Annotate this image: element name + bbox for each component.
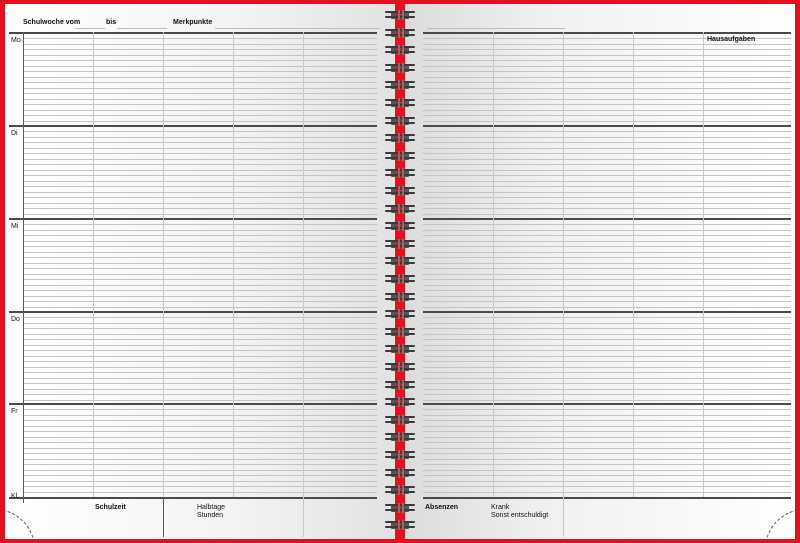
writing-line xyxy=(423,350,791,351)
writing-line xyxy=(23,88,377,89)
writing-line xyxy=(23,372,377,373)
day-divider-line xyxy=(423,218,791,220)
day-divider-line xyxy=(9,218,377,220)
writing-line xyxy=(423,263,791,264)
writing-line xyxy=(423,131,791,132)
writing-line xyxy=(23,49,377,50)
writing-line xyxy=(23,415,377,416)
column-divider xyxy=(563,32,564,497)
writing-line xyxy=(23,93,377,94)
writing-line xyxy=(423,77,791,78)
spiral-binding xyxy=(381,0,419,543)
spiral-ring-icon xyxy=(385,221,415,231)
writing-line xyxy=(423,431,791,432)
writing-line xyxy=(23,389,377,390)
writing-line xyxy=(23,296,377,297)
day-divider-line xyxy=(423,403,791,405)
right-header-line xyxy=(427,28,565,29)
date-to-line xyxy=(117,28,167,29)
day-divider-line xyxy=(9,32,377,34)
spiral-ring-icon xyxy=(385,63,415,73)
writing-line xyxy=(23,110,377,111)
writing-line xyxy=(23,378,377,379)
left-page xyxy=(5,4,395,539)
spiral-ring-icon xyxy=(385,45,415,55)
writing-line xyxy=(423,44,791,45)
writing-line xyxy=(23,307,377,308)
column-divider xyxy=(233,32,234,497)
writing-line xyxy=(423,235,791,236)
column-divider xyxy=(633,32,634,497)
corner-tab-right xyxy=(765,509,795,539)
spiral-ring-icon xyxy=(385,397,415,407)
writing-line xyxy=(423,345,791,346)
writing-line xyxy=(23,241,377,242)
writing-line xyxy=(23,197,377,198)
spiral-ring-icon xyxy=(385,450,415,460)
writing-line xyxy=(23,345,377,346)
writing-line xyxy=(23,453,377,454)
spiral-ring-icon xyxy=(385,186,415,196)
day-divider-line xyxy=(9,403,377,405)
writing-line xyxy=(23,394,377,395)
writing-line xyxy=(423,82,791,83)
footer-column-line xyxy=(563,497,564,537)
footer-divider-line xyxy=(9,497,377,499)
writing-line xyxy=(23,431,377,432)
writing-line xyxy=(423,426,791,427)
day-label-fr: Fr xyxy=(11,408,18,415)
corner-tab-left xyxy=(5,509,35,539)
writing-line xyxy=(23,361,377,362)
writing-line xyxy=(23,470,377,471)
writing-line xyxy=(423,361,791,362)
writing-line xyxy=(23,203,377,204)
writing-line xyxy=(423,394,791,395)
spiral-ring-icon xyxy=(385,116,415,126)
writing-line xyxy=(23,121,377,122)
writing-line xyxy=(423,224,791,225)
writing-line xyxy=(423,301,791,302)
spiral-ring-icon xyxy=(385,380,415,390)
writing-line xyxy=(23,224,377,225)
spiral-ring-icon xyxy=(385,274,415,284)
writing-line xyxy=(423,400,791,401)
column-divider xyxy=(703,32,704,497)
writing-line xyxy=(23,235,377,236)
writing-line xyxy=(423,66,791,67)
spiral-ring-icon xyxy=(385,133,415,143)
writing-line xyxy=(23,153,377,154)
writing-line xyxy=(423,279,791,280)
writing-line xyxy=(423,475,791,476)
spiral-ring-icon xyxy=(385,28,415,38)
halbtage-label: Halbtage xyxy=(197,504,226,511)
writing-line xyxy=(23,464,377,465)
writing-line xyxy=(423,93,791,94)
day-divider-line xyxy=(9,125,377,127)
column-divider xyxy=(493,32,494,497)
writing-line xyxy=(23,486,377,487)
writing-line xyxy=(423,334,791,335)
day-label-di: Di xyxy=(11,130,18,137)
writing-line xyxy=(23,328,377,329)
writing-line xyxy=(423,208,791,209)
writing-line xyxy=(423,415,791,416)
column-divider xyxy=(93,32,94,497)
writing-line xyxy=(423,448,791,449)
writing-line xyxy=(423,71,791,72)
spiral-ring-icon xyxy=(385,520,415,530)
writing-line xyxy=(23,400,377,401)
spiral-ring-icon xyxy=(385,80,415,90)
writing-line xyxy=(423,164,791,165)
writing-line xyxy=(23,252,377,253)
day-label-mo: Mo xyxy=(11,37,21,44)
day-label-do: Do xyxy=(11,316,20,323)
writing-line xyxy=(423,486,791,487)
writing-line xyxy=(23,181,377,182)
writing-line xyxy=(423,186,791,187)
writing-line xyxy=(23,420,377,421)
spiral-ring-icon xyxy=(385,10,415,20)
spiral-ring-icon xyxy=(385,168,415,178)
writing-line xyxy=(23,409,377,410)
writing-line xyxy=(23,170,377,171)
writing-line xyxy=(23,459,377,460)
writing-line xyxy=(423,137,791,138)
writing-line xyxy=(23,437,377,438)
krank-label: Krank xyxy=(491,504,510,511)
writing-line xyxy=(423,437,791,438)
writing-line xyxy=(423,148,791,149)
writing-line xyxy=(23,164,377,165)
spiral-ring-icon xyxy=(385,327,415,337)
writing-line xyxy=(423,290,791,291)
writing-line xyxy=(423,214,791,215)
writing-line xyxy=(23,492,377,493)
writing-line xyxy=(23,274,377,275)
writing-line xyxy=(423,203,791,204)
writing-line xyxy=(23,104,377,105)
writing-line xyxy=(423,372,791,373)
date-from-line xyxy=(75,28,105,29)
stunden-label: Stunden xyxy=(197,512,224,519)
day-label-mi: Mi xyxy=(11,223,19,230)
writing-line xyxy=(423,175,791,176)
writing-line xyxy=(423,153,791,154)
spiral-ring-icon xyxy=(385,415,415,425)
day-divider-line xyxy=(423,311,791,313)
writing-line xyxy=(23,137,377,138)
writing-line xyxy=(23,426,377,427)
writing-line xyxy=(23,475,377,476)
writing-line xyxy=(23,186,377,187)
spiral-ring-icon xyxy=(385,204,415,214)
writing-line xyxy=(423,268,791,269)
column-divider xyxy=(163,32,164,497)
writing-line xyxy=(423,99,791,100)
right-page xyxy=(405,4,795,539)
writing-line xyxy=(23,38,377,39)
writing-line xyxy=(23,71,377,72)
writing-line xyxy=(423,115,791,116)
writing-line xyxy=(423,481,791,482)
writing-line xyxy=(423,459,791,460)
writing-line xyxy=(423,159,791,160)
kl-label: Kl. xyxy=(11,493,20,500)
writing-line xyxy=(23,148,377,149)
writing-line xyxy=(23,323,377,324)
spiral-ring-icon xyxy=(385,292,415,302)
spiral-ring-icon xyxy=(385,432,415,442)
writing-line xyxy=(23,442,377,443)
writing-line xyxy=(423,252,791,253)
writing-line xyxy=(423,60,791,61)
writing-line xyxy=(23,339,377,340)
spiral-ring-icon xyxy=(385,239,415,249)
writing-line xyxy=(423,104,791,105)
day-label-column-line xyxy=(23,32,24,503)
sonst-entschuldigt-label: Sonst entschuldigt xyxy=(491,512,549,519)
day-divider-line xyxy=(423,32,791,34)
writing-line xyxy=(423,367,791,368)
spiral-ring-icon xyxy=(385,98,415,108)
writing-line xyxy=(423,110,791,111)
writing-line xyxy=(423,88,791,89)
writing-line xyxy=(23,159,377,160)
schulzeit-label: Schulzeit xyxy=(95,504,126,511)
writing-line xyxy=(423,339,791,340)
merkpunkte-line xyxy=(215,28,380,29)
writing-line xyxy=(423,409,791,410)
writing-line xyxy=(423,296,791,297)
spiral-ring-icon xyxy=(385,309,415,319)
writing-line xyxy=(423,49,791,50)
footer-divider-line xyxy=(423,497,791,499)
writing-line xyxy=(423,317,791,318)
writing-line xyxy=(23,192,377,193)
writing-line xyxy=(423,307,791,308)
writing-line xyxy=(23,99,377,100)
writing-line xyxy=(423,464,791,465)
writing-line xyxy=(23,356,377,357)
writing-line xyxy=(23,142,377,143)
writing-line xyxy=(23,448,377,449)
writing-line xyxy=(23,66,377,67)
writing-line xyxy=(423,356,791,357)
writing-line xyxy=(423,197,791,198)
schulwoche-vom-label: Schulwoche vom xyxy=(23,19,81,26)
writing-line xyxy=(23,175,377,176)
writing-line xyxy=(423,121,791,122)
writing-line xyxy=(423,442,791,443)
writing-line xyxy=(23,131,377,132)
writing-line xyxy=(23,44,377,45)
writing-line xyxy=(423,389,791,390)
writing-line xyxy=(423,246,791,247)
writing-line xyxy=(423,328,791,329)
writing-line xyxy=(423,181,791,182)
writing-line xyxy=(23,230,377,231)
writing-line xyxy=(23,246,377,247)
writing-line xyxy=(423,192,791,193)
writing-line xyxy=(423,142,791,143)
writing-line xyxy=(23,257,377,258)
writing-line xyxy=(423,470,791,471)
writing-line xyxy=(23,60,377,61)
absenzen-label: Absenzen xyxy=(425,504,459,511)
writing-line xyxy=(23,55,377,56)
column-divider xyxy=(303,32,304,497)
writing-line xyxy=(23,285,377,286)
writing-line xyxy=(23,350,377,351)
writing-line xyxy=(23,279,377,280)
spiral-ring-icon xyxy=(385,256,415,266)
writing-line xyxy=(423,383,791,384)
footer-column-line xyxy=(163,497,164,537)
footer-column-line xyxy=(303,497,304,537)
spiral-ring-icon xyxy=(385,468,415,478)
writing-line xyxy=(23,383,377,384)
writing-line xyxy=(423,453,791,454)
writing-line xyxy=(23,208,377,209)
day-divider-line xyxy=(9,311,377,313)
writing-line xyxy=(23,481,377,482)
spiral-ring-icon xyxy=(385,503,415,513)
writing-line xyxy=(23,268,377,269)
spiral-ring-icon xyxy=(385,344,415,354)
writing-line xyxy=(23,77,377,78)
writing-line xyxy=(423,285,791,286)
writing-line xyxy=(423,230,791,231)
writing-line xyxy=(423,55,791,56)
writing-line xyxy=(23,334,377,335)
writing-line xyxy=(423,257,791,258)
writing-line xyxy=(23,263,377,264)
writing-line xyxy=(23,301,377,302)
writing-line xyxy=(423,170,791,171)
writing-line xyxy=(23,290,377,291)
merkpunkte-label: Merkpunkte xyxy=(173,19,213,26)
spiral-ring-icon xyxy=(385,151,415,161)
writing-line xyxy=(23,214,377,215)
writing-line xyxy=(423,492,791,493)
writing-line xyxy=(423,378,791,379)
writing-line xyxy=(23,317,377,318)
writing-line xyxy=(423,420,791,421)
writing-line xyxy=(423,323,791,324)
spiral-ring-icon xyxy=(385,485,415,495)
writing-line xyxy=(423,241,791,242)
writing-line xyxy=(23,82,377,83)
bis-label: bis xyxy=(106,19,117,26)
writing-line xyxy=(23,367,377,368)
hausaufgaben-label: Hausaufgaben xyxy=(707,36,756,43)
writing-line xyxy=(23,115,377,116)
day-divider-line xyxy=(423,125,791,127)
writing-line xyxy=(423,274,791,275)
spiral-ring-icon xyxy=(385,362,415,372)
